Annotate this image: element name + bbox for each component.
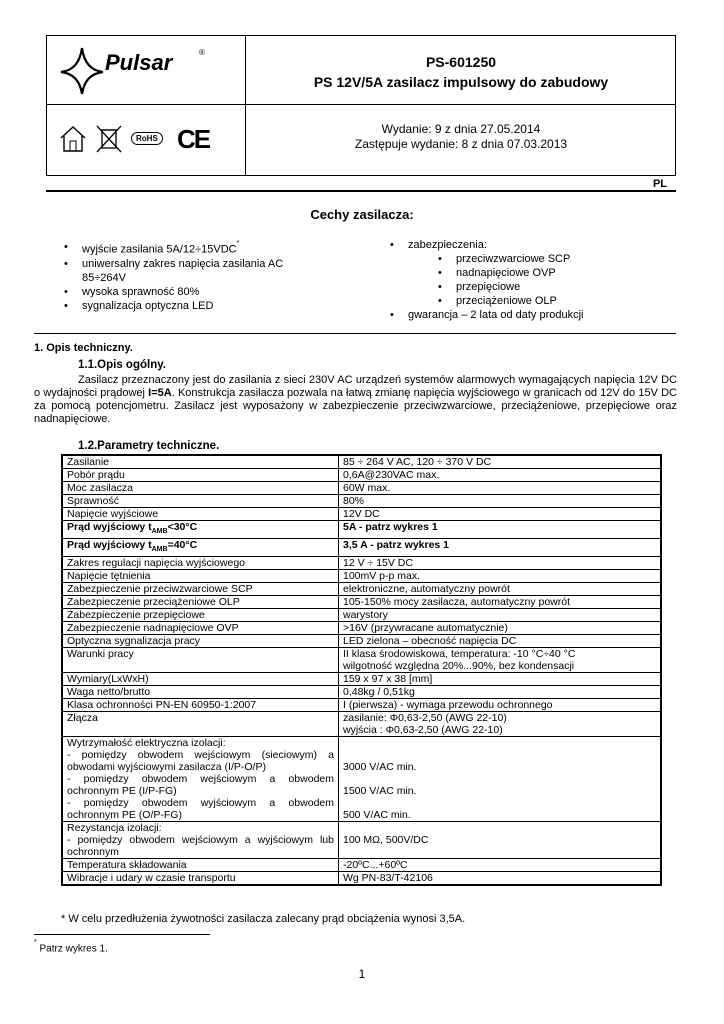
table-row: Klasa ochronności PN-EN 60950-1:2007 I (pierwsza) - wymaga przewodu ochronnego (62, 699, 661, 712)
feature-item: • zabezpieczenia: • przeciwzwarciowe SCP • nadnapięciowe OVP • przepięciowe • przeciążeniowe OLP (390, 238, 650, 308)
header-rule (46, 190, 676, 192)
replaces-info: Zastępuje wydanie: 8 z dnia 07.03.2013 (354, 137, 568, 151)
subsection-title: 1.2.Parametry techniczne. (78, 440, 220, 452)
features-right-list (390, 238, 650, 322)
table-row: Wytrzymałość elektryczna izolacji: - pomiędzy obwodem wejściowym (sieciowym) a obwodami wyjściowymi zasilacza (I/P-O/P) - pomiędzy obwodem wejściowym a obwodem ochronnym PE (I/P-FG) - pomiędzy obwodem wyjściowym a obwodem ochronnym PE (O/P-FG) 3000 V/AC min. 1500 V/AC min. 500 V/AC min. (62, 737, 661, 822)
protection-item: • przeciążeniowe OLP (438, 294, 650, 308)
table-row: Warunki pracy II klasa środowiskowa, temperatura: -10 °C÷40 °C wilgotność względna 20%...90%, bez kondensacji (62, 648, 661, 673)
protection-item: • przepięciowe (438, 280, 650, 294)
table-row: Rezystancja izolacji: - pomiędzy obwodem wejściowym a wyjściowym lub ochronnym 100 MΩ, 500V/DC (62, 822, 661, 859)
indoor-use-icon (59, 124, 91, 154)
table-row: Prąd wyjściowy $t_{AMB}=40^\circ C$ 3,5 A - patrz wykres 1 (62, 539, 661, 557)
table-row: Temperatura składowania -20ºC...+60ºC (62, 859, 661, 872)
general-description: Zasilacz przeznaczony jest do zasilania z sieci 230V AC urządzeń systemów alarmowych wymagających napięcia 12V DC o wydajności prądowej I=5A. Konstrukcja zasilacza pozwala na łatwą zmianę napięcia wyjściowego w granicach od 12V do 15V DC za pomocą potencjometru. Zasilacz jest wyposażony w zabezpieczenie przeciwzwarciowe, przeciążeniowe, przepięciowe oraz nadnapięciowe. (34, 374, 677, 425)
table-row: Zabezpieczenie przepięciowe warystory (62, 609, 661, 622)
table-row: Złącza zasilanie: Φ0,63-2,50 (AWG 22-10) wyjścia : Φ0,63-2,50 (AWG 22-10) (62, 712, 661, 737)
table-note: * W celu przedłużenia żywotności zasilacza zalecany prąd obciążenia wynosi 3,5A. (61, 913, 466, 925)
table-row: Moc zasilacza 60W max. (62, 482, 661, 495)
header-divider-h (47, 104, 675, 105)
logo-registered-mark: ® (199, 48, 205, 57)
table-row: Optyczna sygnalizacja pracy LED zielona – obecność napięcia DC (62, 635, 661, 648)
page-number: 1 (358, 967, 366, 981)
feature-item: • sygnalizacja optyczna LED (64, 299, 294, 313)
table-row: Sprawność 80% (62, 495, 661, 508)
table-row: Zakres regulacji napięcia wyjściowego 12 V ÷ 15V DC (62, 557, 661, 570)
table-row: Wymiary(LxWxH) 159 x 97 x 38 [mm] (62, 673, 661, 686)
table-row: Napięcie wyjściowe 12V DC (62, 508, 661, 521)
weee-bin-icon (95, 124, 123, 154)
language-code: PL (652, 178, 667, 190)
pulsar-logo (57, 44, 237, 98)
rohs-badge: RoHS (131, 132, 163, 145)
protection-item: • przeciwzwarciowe SCP (438, 252, 650, 266)
section-rule (34, 333, 676, 334)
logo-text: Pulsar (105, 50, 173, 75)
table-row: Waga netto/brutto 0,48kg / 0,51kg (62, 686, 661, 699)
table-row: Zabezpieczenie przeciążeniowe OLP 105-150% mocy zasilacza, automatyczny powrót (62, 596, 661, 609)
document-code: PS-601250 (425, 54, 497, 70)
features-title: Cechy zasilacza: (310, 207, 414, 222)
table-row: Prąd wyjściowy $t_{AMB}<30^\circ C$ 5A - patrz wykres 1 (62, 521, 661, 539)
document-title: PS 12V/5A zasilacz impulsowy do zabudowy (313, 74, 609, 90)
document-header (46, 35, 676, 190)
table-row: Napięcie tętnienia 100mV p-p max. (62, 570, 661, 583)
feature-item: • wysoka sprawność 80% (64, 285, 294, 299)
feature-item: • uniwersalny zakres napięcia zasilania AC 85÷264V (64, 257, 294, 285)
edition-info: Wydanie: 9 z dnia 27.05.2014 (381, 122, 541, 136)
footnote-mark: * (236, 240, 240, 247)
protection-sublist (408, 252, 650, 308)
footnote: * Patrz wykres 1. (34, 939, 108, 955)
table-row: Pobór prądu 0,6A@230VAC max. (62, 469, 661, 482)
ce-mark: CE (177, 124, 210, 154)
table-row: Wibracje i udary w czasie transportu Wg PN-83/T-42106 (62, 872, 661, 886)
pulsar-star-icon (57, 44, 107, 98)
features-left-list (64, 240, 294, 313)
footnote-separator (34, 934, 210, 935)
section-title: 1. Opis techniczny. (34, 342, 133, 354)
subsection-title: 1.1.Opis ogólny. (78, 359, 166, 371)
table-row: Zabezpieczenie nadnapięciowe OVP >16V (przywracane automatycznie) (62, 622, 661, 635)
protection-item: • nadnapięciowe OVP (438, 266, 650, 280)
certification-icons (59, 124, 239, 154)
table-row: Zasilanie 85 ÷ 264 V AC, 120 ÷ 370 V DC (62, 455, 661, 469)
feature-item: • gwarancja – 2 lata od daty produkcji (390, 308, 650, 322)
technical-parameters-table (61, 454, 662, 886)
feature-item: • wyjście zasilania 5A/12÷15VDC* (64, 240, 294, 257)
table-row: Zabezpieczenie przeciwzwarciowe SCP elektroniczne, automatyczny powrót (62, 583, 661, 596)
